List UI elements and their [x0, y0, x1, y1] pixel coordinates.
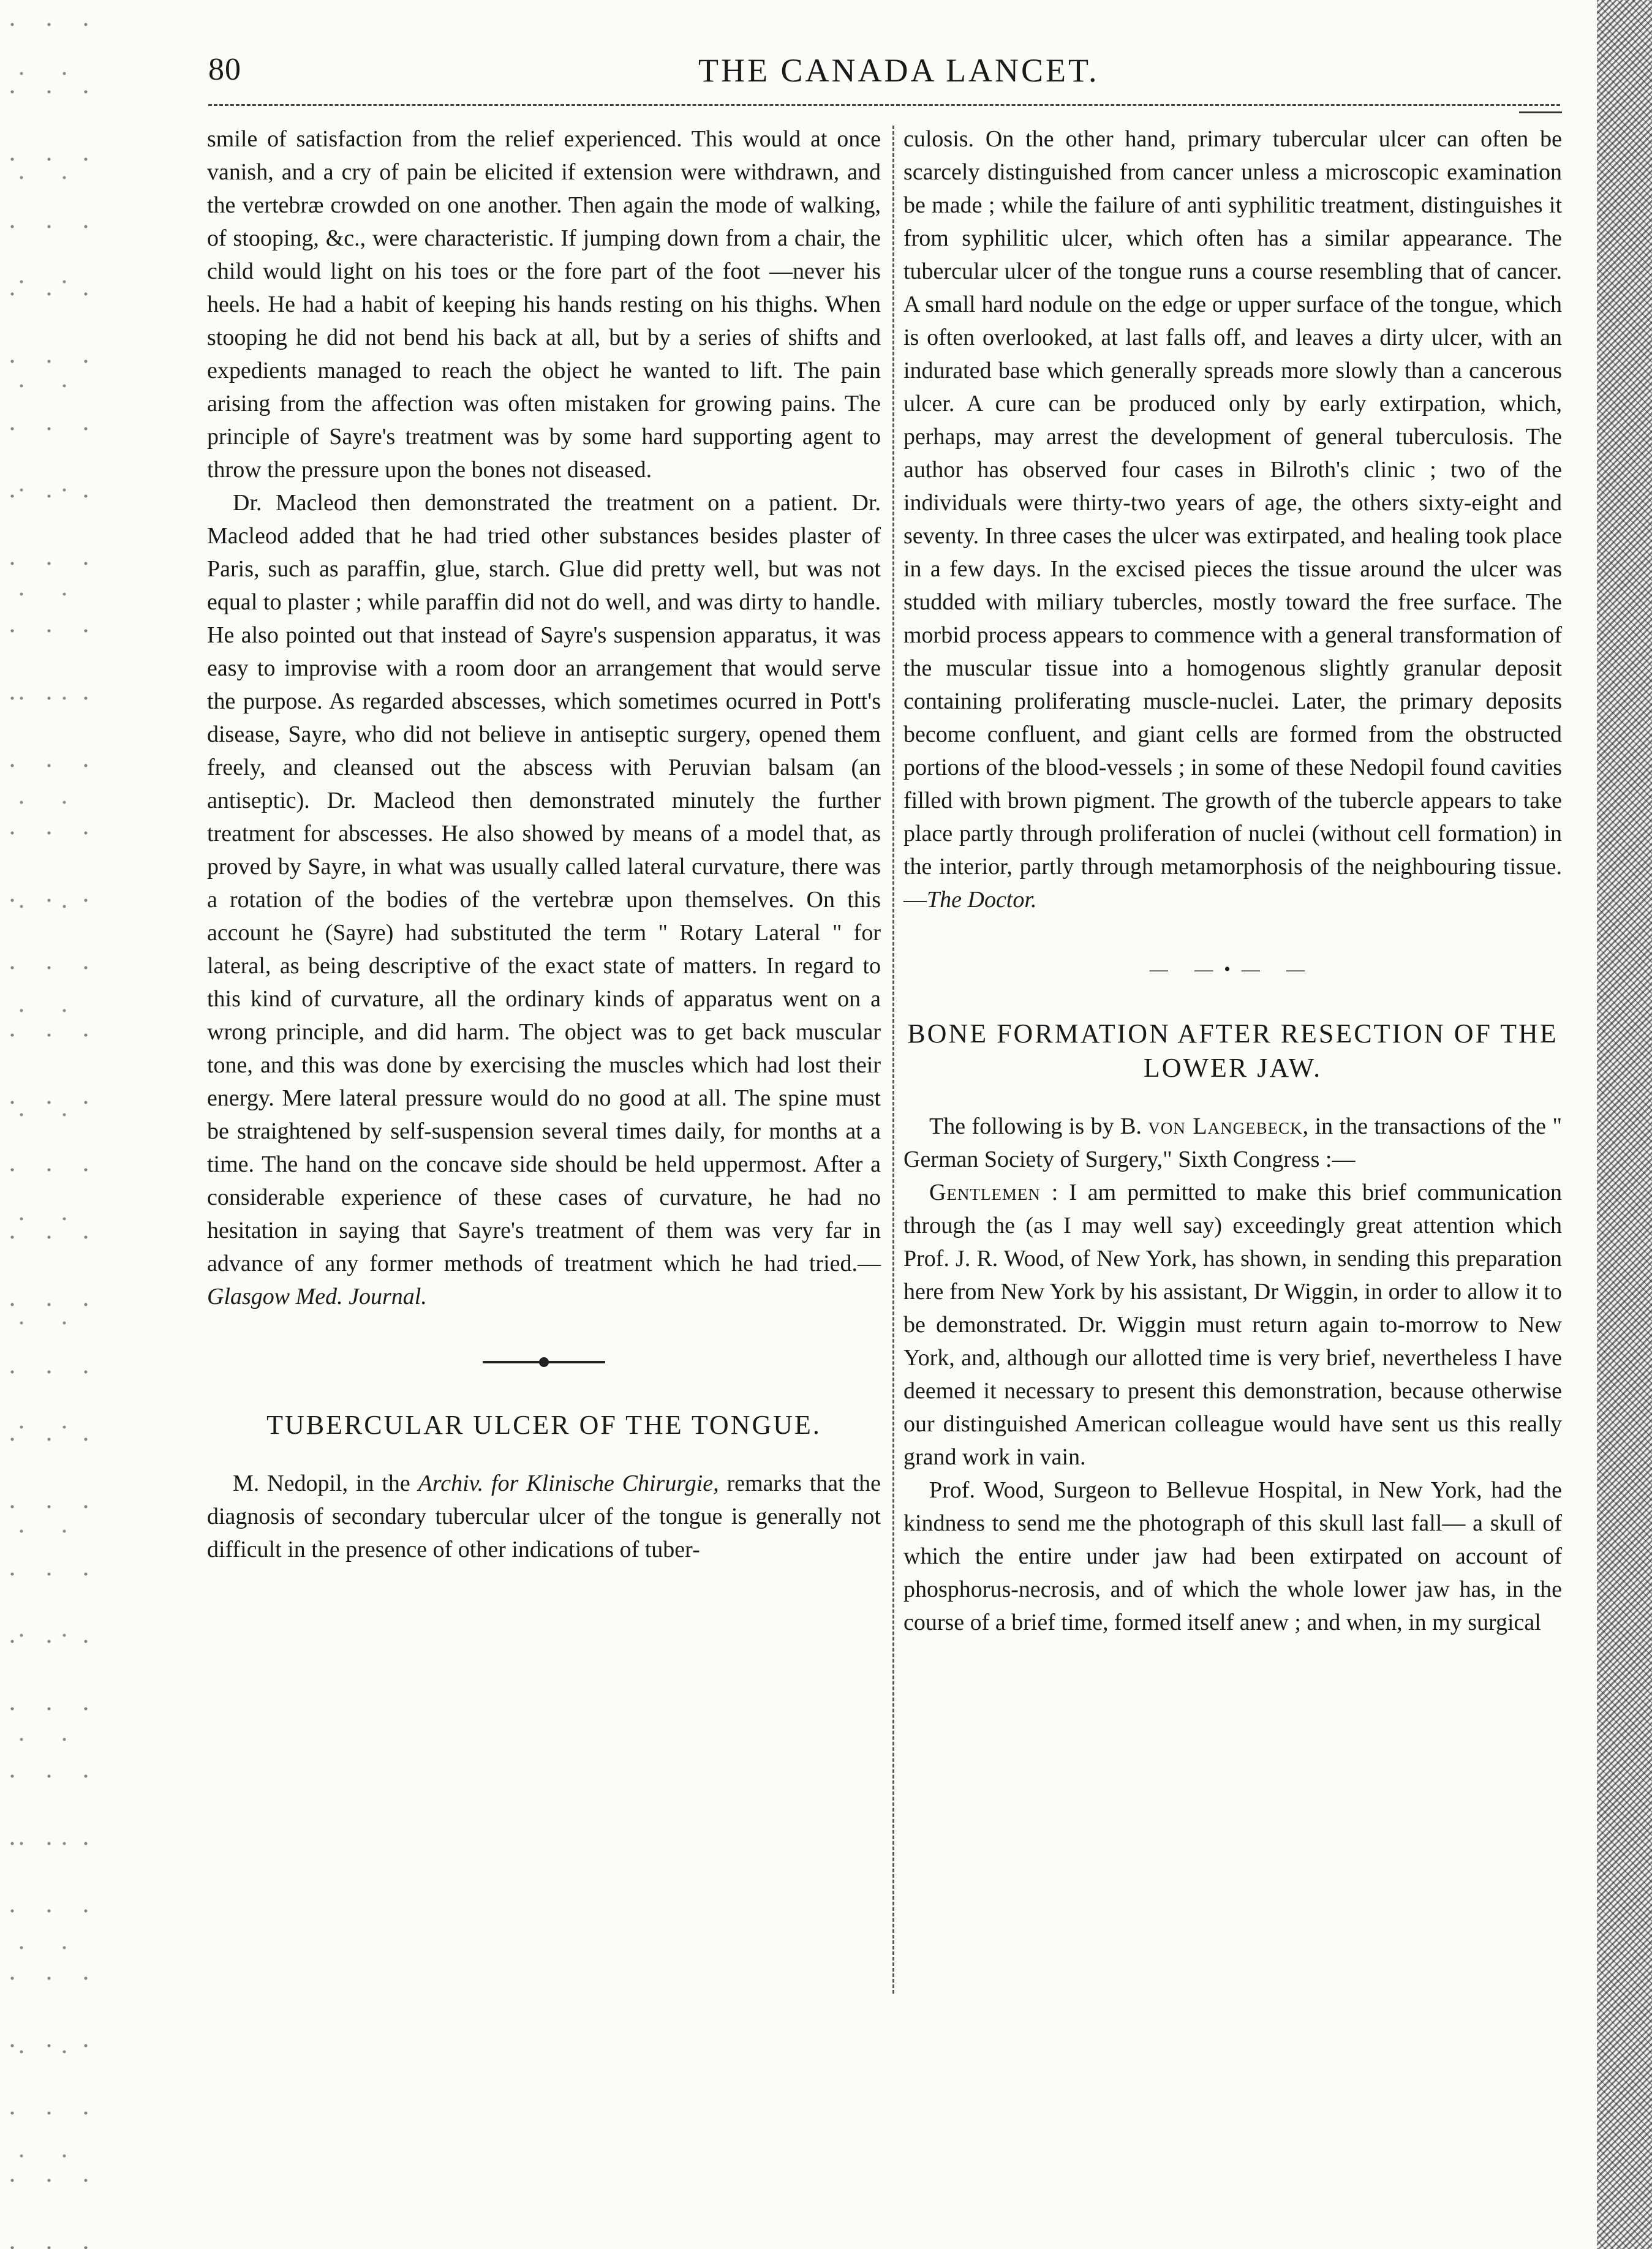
paragraph: Prof. Wood, Surgeon to Bellevue Hospital, in New York, had the kindness to send me the photograph of this skull last fall— a skull of which the entire under jaw had been extirpated on account of phosphorus-necrosis, and of which the whole lower jaw has, in the course of a brief time, formed itself anew ; and when, in my surgical — [903, 1477, 1562, 1635]
paragraph-text: remarks that the diagnosis of secondary tubercular ulcer of the tongue is generally not difficult in the presence of other indications of tuber- — [207, 1471, 881, 1562]
ornament-dot — [539, 1357, 549, 1367]
paragraph-text: : I am permitted to make this brief communication through the (as I may well say) exceedingly great attention which Prof. J. R. Wood, of New York, has shown, in sending this preparation here from New York by his assistant, Dr Wiggin, in order to allow it to be demonstrated. Dr. Wiggin must return again to-morrow to New York, and, although our allotted time is very brief, nevertheless I have deemed it necessary to present this demonstration, because otherwise our distinguished American colleague would have sent us this really grand work in vain. — [903, 1180, 1562, 1470]
section-ornament: — —•— — — [1149, 959, 1316, 979]
author-name: von Langebeck — [1148, 1113, 1303, 1139]
paragraph-text: The following is by B. — [929, 1113, 1148, 1139]
journal-title: Archiv. for Klinische Chirurgie, — [418, 1471, 719, 1496]
header-rule-end — [1519, 111, 1562, 113]
scan-margin-noise — [0, 0, 92, 2249]
column-divider — [892, 126, 894, 1994]
article-heading: TUBERCULAR ULCER OF THE TONGUE. — [266, 1410, 821, 1440]
scan-edge-pattern — [1597, 0, 1652, 2249]
paragraph-text: culosis. On the other hand, primary tubercular ulcer can often be scarcely distinguished from cancer unless a microscopic examination be made ; while the failure of anti syphilitic treatment, distinguishes it from syphilitic ulcer, which often has a similar appearance. The tubercular ulcer of the tongue runs a course resembling that of cancer. A small hard nodule on the edge or upper surface of the tongue, which is often overlooked, at last falls off, and leaves a dirty ulcer, with an indurated base which generally spreads more slowly than a cancerous ulcer. A cure can be produced only by early extirpation, which, perhaps, may arrest the development of general tuberculosis. The author has observed four cases in Bilroth's clinic ; two of the individuals were thirty-two years of age, the others sixty-eight and seventy. In three cases the ulcer was extirpated, and healing took place in a few days. In the excised pieces the tissue around the ulcer was studded with miliary tubercles, mostly toward the free surface. The morbid process appears to commence with a general transformation of the muscular tissue into a homogenous slightly granular deposit containing proliferating muscle-nuclei. Later, the primary deposits become confluent, and giant cells are formed from the obstructed portions of the blood-vessels ; in some of these Nedopil found cavities filled with brown pigment. The growth of the tubercle appears to take place partly through proliferation of nuclei (without cell formation) in the interior, partly through metamorphosis of the neighbouring tissue.— — [903, 126, 1562, 913]
paragraph: smile of satisfaction from the relief experienced. This would at once vanish, and a cry of pain be elicited if extension were withdrawn, and the vertebræ crowded on one another. Then again the mode of walking, of stooping, &c., were characteristic. If jumping down from a chair, the child would light on his toes or the fore part of the foot —never his heels. He had a habit of keeping his hands resting on his thighs. When stooping he did not bend his back at all, but by a series of shifts and expedients managed to reach the object he wanted to lift. The pain arising from the affection was often mistaken for growing pains. The principle of Sayre's treatment was by some hard supporting agent to throw the pressure upon the bones not diseased. — [207, 126, 881, 483]
salutation: Gentlemen — [929, 1180, 1041, 1205]
paragraph-text: , in the transactions of the " German Society of Surgery," Sixth Congress :— — [903, 1113, 1562, 1172]
paragraph — [207, 486, 881, 1313]
paragraph — [903, 1110, 1562, 1176]
paragraph-text: M. Nedopil, in the — [233, 1471, 418, 1496]
page-number: 80 — [208, 52, 241, 87]
running-title: THE CANADA LANCET. — [698, 52, 1099, 89]
article-heading: BONE FORMATION AFTER RESECTION OF THE LOWER JAW. — [907, 1019, 1558, 1083]
header-rule — [208, 104, 1560, 106]
paragraph — [903, 1176, 1562, 1474]
section-ornament — [483, 1350, 605, 1374]
paragraph — [903, 122, 1562, 916]
paragraph — [207, 1467, 881, 1566]
source-citation: Glasgow Med. Journal. — [207, 1284, 427, 1309]
right-column — [903, 122, 1562, 1639]
paragraph-text: Dr. Macleod then demonstrated the treatment on a patient. Dr. Macleod added that he had tried other substances besides plaster of Paris, such as paraffin, glue, starch. Glue did pretty well, but was not equal to plaster ; while paraffin did not do well, and was dirty to handle. He also pointed out that instead of Sayre's suspension apparatus, it was easy to improvise with a room door an arrangement that would serve the purpose. As regarded abscesses, which sometimes ocurred in Pott's disease, Sayre, who did not believe in antiseptic surgery, opened them freely, and cleansed out the abscess with Peruvian balsam (an antiseptic). Dr. Macleod then demonstrated minutely the further treatment for abscesses. He also showed by means of a model that, as proved by Sayre, in what was usually called lateral curvature, there was a rotation of the bodies of the vertebræ upon themselves. On this account he (Sayre) had substituted the term " Rotary Lateral " for lateral, as being descriptive of the exact state of matters. In regard to this kind of curvature, all the ordinary kinds of apparatus went on a wrong principle, and did harm. The object was to get back muscular tone, and this was done by exercising the muscles which had lost their energy. Mere lateral pressure would do no good at all. The spine must be straightened by self-suspension several times daily, for months at a time. The hand on the concave side should be held uppermost. After a considerable experience of these cases of curvature, he had no hesitation in saying that Sayre's treatment of them was very far in advance of any former methods of treatment which he had tried.— — [207, 490, 881, 1276]
source-citation: The Doctor. — [927, 887, 1037, 913]
left-column — [207, 122, 881, 1566]
